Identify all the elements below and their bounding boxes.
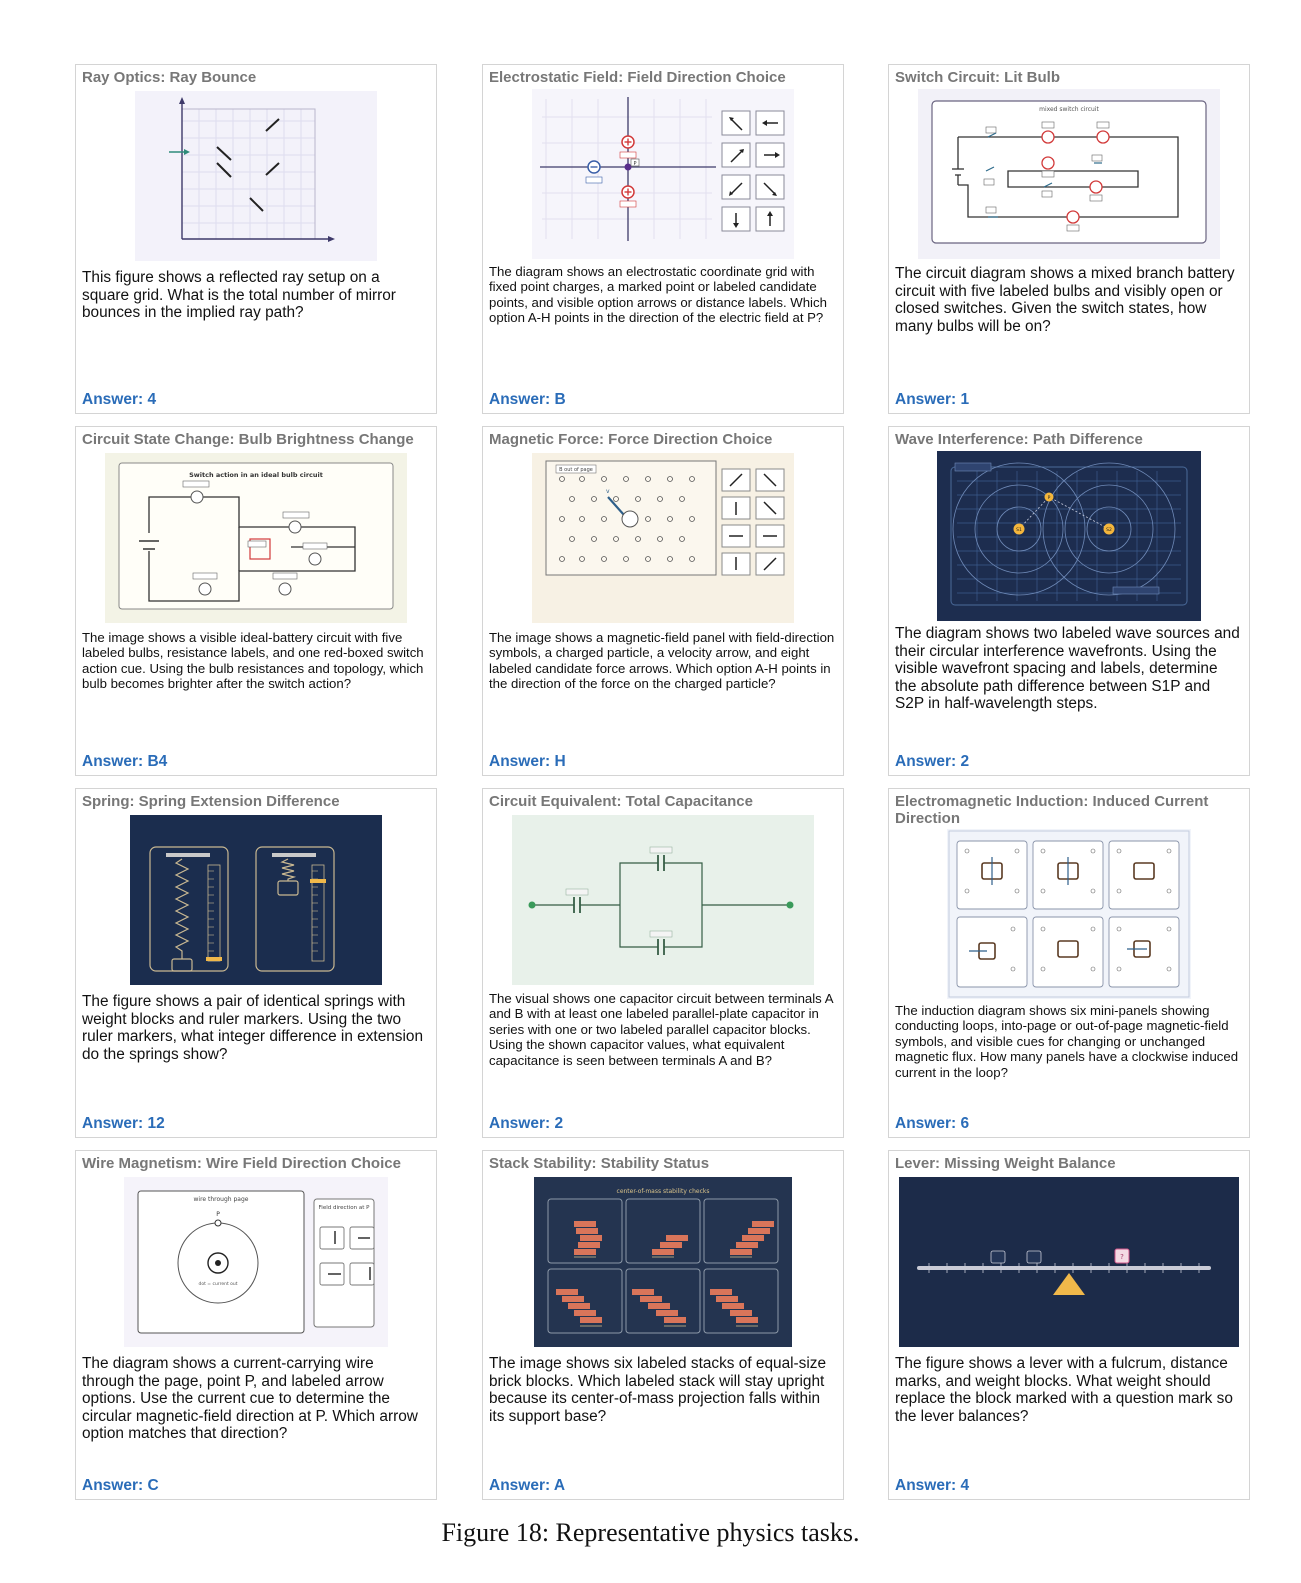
velocity-label: v [606, 488, 610, 495]
ray-optics-figure [135, 91, 377, 261]
card-answer: Answer: 2 [489, 1115, 564, 1132]
magnetic-force-figure [532, 453, 794, 623]
electrostatic-figure [532, 89, 794, 259]
source-s2-label: S2 [1106, 528, 1112, 533]
card-answer: Answer: C [82, 1477, 159, 1494]
card-answer: Answer: H [489, 753, 566, 770]
wire-magnetism-figure [124, 1177, 388, 1347]
circuit-title: Switch action in an ideal bulb circuit [189, 471, 323, 479]
task-card-spring [75, 788, 437, 1138]
card-answer: Answer: A [489, 1477, 566, 1494]
card-answer: Answer: 6 [895, 1115, 970, 1132]
task-card-ray-optics [75, 64, 437, 414]
card-description: The figure shows a lever with a fulcrum, distance marks, and weight blocks. What weight should replace the block marked with a question mark so the lever balances? [895, 1355, 1233, 1425]
task-card-capacitance [482, 788, 844, 1138]
field-label: B out of page [559, 467, 593, 473]
task-grid [75, 64, 1252, 1502]
panel-title: center-of-mass stability checks [616, 1188, 710, 1195]
card-title: Lever: Missing Weight Balance [895, 1155, 1116, 1172]
wave-interference-figure [937, 451, 1201, 621]
task-card-lever [888, 1150, 1250, 1500]
switch-circuit-figure [918, 89, 1220, 259]
card-title: Ray Optics: Ray Bounce [82, 69, 257, 86]
card-description: The induction diagram shows six mini-panels showing conducting loops, into-page or out-of-page magnetic-field symbols, and visible cues for changing or unchanged magnetic flux. How many panels have a clockwise induced current in the loop? [895, 1003, 1239, 1080]
card-title: Circuit State Change: Bulb Brightness Change [82, 431, 414, 448]
card-description: The image shows a magnetic-field panel with field-direction symbols, a charged particle, a velocity arrow, and eight labeled candidate force arrows. Which option A-H points in the direction of the force on the charged particle? [489, 630, 835, 692]
card-description: The diagram shows an electrostatic coordinate grid with fixed point charges, a marked point or labeled candidate points, and visible option arrows or distance labels. Which option A-H points in the direction of the electric field at P? [489, 264, 827, 326]
card-title: Electromagnetic Induction: Induced Current Direction [895, 793, 1209, 827]
task-card-switch-circuit [888, 64, 1250, 414]
point-p-label: P [1047, 496, 1051, 501]
spring-figure [130, 815, 382, 985]
card-answer: Answer: 2 [895, 753, 970, 770]
task-card-wave-interference [888, 426, 1250, 776]
task-card-circuit-state [75, 426, 437, 776]
card-title: Electrostatic Field: Field Direction Choice [489, 69, 786, 86]
source-s1-label: S1 [1016, 528, 1022, 533]
circuit-title: mixed switch circuit [1039, 106, 1099, 113]
task-card-magnetic-force [482, 426, 844, 776]
circuit-state-figure [105, 453, 407, 623]
card-description: The circuit diagram shows a mixed branch battery circuit with five labeled bulbs and visibly open or closed switches. Given the switch states, how many bulbs will be on? [895, 265, 1235, 335]
card-title: Switch Circuit: Lit Bulb [895, 69, 1060, 86]
stack-stability-figure [534, 1177, 792, 1347]
options-title: Field direction at P [318, 1205, 370, 1211]
task-card-wire-magnetism [75, 1150, 437, 1500]
task-card-stack-stability [482, 1150, 844, 1500]
task-card-electrostatic [482, 64, 844, 414]
current-cue: dot = current out [198, 1282, 238, 1287]
figure-caption: Figure 18: Representative physics tasks. [441, 1518, 860, 1547]
point-p-label: P [216, 1211, 220, 1218]
card-answer: Answer: 4 [895, 1477, 970, 1494]
card-title: Wire Magnetism: Wire Field Direction Choice [82, 1155, 401, 1172]
card-description: The image shows six labeled stacks of equal-size brick blocks. Which labeled stack will stay upright because its center-of-mass projection falls within its support base? [489, 1355, 827, 1425]
card-title: Spring: Spring Extension Difference [82, 793, 340, 810]
induction-figure [947, 829, 1191, 999]
panel-title: wire through page [193, 1196, 249, 1203]
lever-figure [899, 1177, 1239, 1347]
card-answer: Answer: B [489, 391, 566, 408]
card-description: The diagram shows two labeled wave sources and their circular interference wavefronts. Using the visible wavefront spacing and labels, determine the absolute path difference between S1P and S2P in half-wavelength steps. [895, 625, 1240, 713]
card-title: Circuit Equivalent: Total Capacitance [489, 793, 753, 810]
card-answer: Answer: B4 [82, 753, 168, 770]
card-description: This figure shows a reflected ray setup on a square grid. What is the total number of mirror bounces in the implied ray path? [82, 269, 396, 322]
task-card-induction [888, 788, 1250, 1138]
point-p-label: P [633, 161, 637, 167]
card-title: Magnetic Force: Force Direction Choice [489, 431, 773, 448]
card-title: Wave Interference: Path Difference [895, 431, 1143, 448]
card-answer: Answer: 12 [82, 1115, 165, 1132]
unknown-weight-label: ? [1120, 1253, 1124, 1261]
card-answer: Answer: 1 [895, 391, 970, 408]
capacitance-figure [512, 815, 814, 985]
card-description: The diagram shows a current-carrying wire through the page, point P, and labeled arrow options. Use the current cue to determine the circular magnetic-field direction at P. Which arrow option matches that direction? [82, 1355, 418, 1443]
card-answer: Answer: 4 [82, 391, 157, 408]
card-description: The figure shows a pair of identical springs with weight blocks and ruler markers. Using the two ruler markers, what integer difference in extension do the springs show? [82, 993, 424, 1063]
card-title: Stack Stability: Stability Status [489, 1155, 710, 1172]
card-description: The visual shows one capacitor circuit between terminals A and B with at least one labeled parallel-plate capacitor in series with one or two labeled parallel capacitor blocks. Using the shown capacitor values, what equivalent capacitance is seen between terminals A and B? [489, 991, 833, 1068]
card-description: The image shows a visible ideal-battery circuit with five labeled bulbs, resistance labels, and one red-boxed switch action cue. Using the bulb resistances and topology, which bulb becomes brighter after the switch action? [82, 630, 424, 692]
